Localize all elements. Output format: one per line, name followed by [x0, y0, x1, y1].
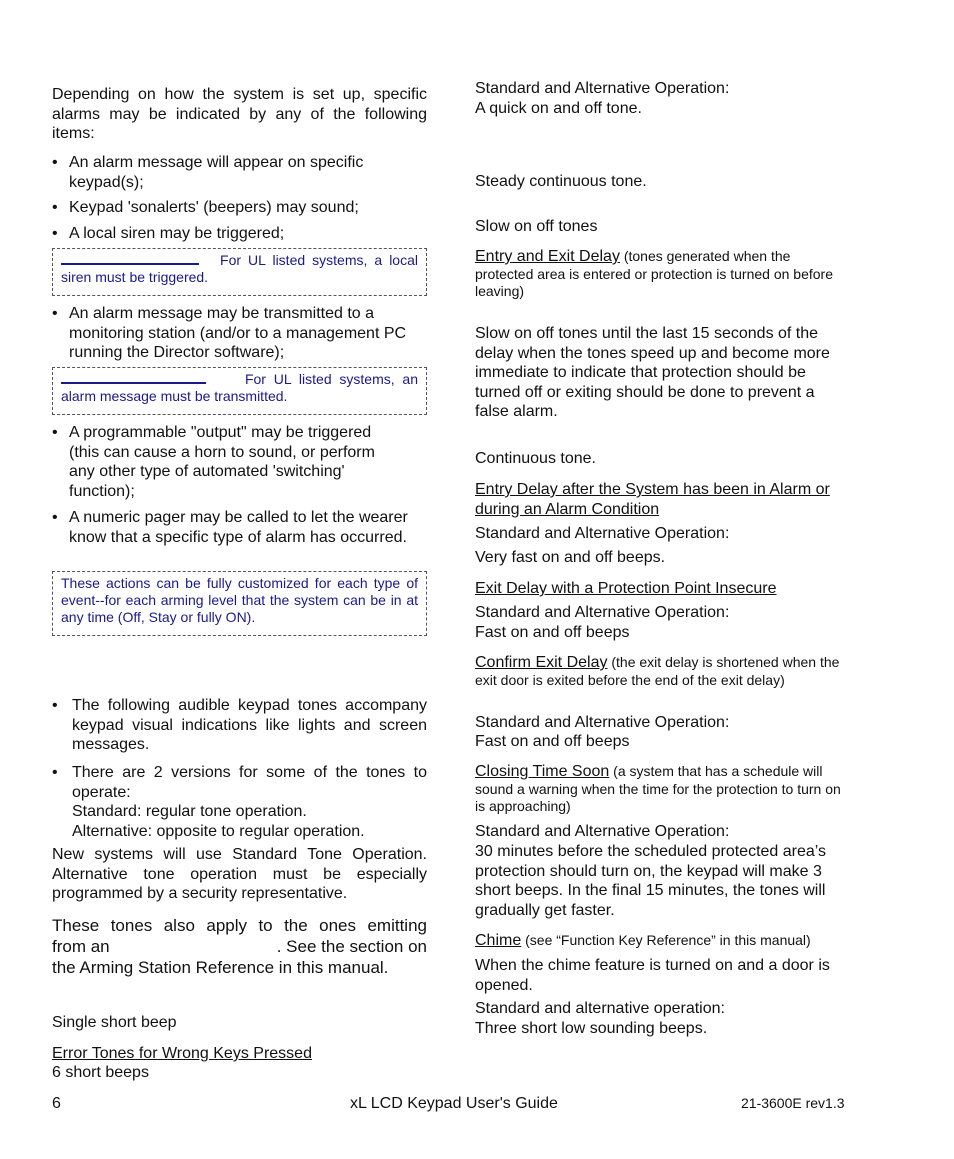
steady-tone-text: Steady continuous tone. [475, 173, 647, 190]
entry-exit-heading-block: Entry and Exit Delay (tones generated when the protected area is entered or protection is turned on before leaving) [475, 248, 833, 299]
bullet-icon: • [52, 424, 58, 441]
bullet-icon: • [52, 697, 58, 714]
operation-text: Fast on and off beeps [475, 733, 630, 750]
operation-text: Fast on and off beeps [475, 624, 630, 641]
closing-time-heading-block: Closing Time Soon (a system that has a schedule will sound a warning when the time for the protection to turn on is approaching) [475, 763, 841, 814]
error-tones-text: 6 short beeps [52, 1064, 149, 1081]
ul-note: For UL listed systems, an alarm message must be transmitted. [52, 367, 427, 415]
apply-paragraph: These tones also apply to the ones emitting from an . See the section on the Arming Station Reference in this manual. [52, 916, 427, 977]
error-tones-heading: Error Tones for Wrong Keys Pressed [52, 1045, 312, 1062]
closing-time-text: 30 minutes before the scheduled protected area’s protection should turn on, the keypad will make 3 short beeps. In the final 15 minutes, the tones will gradually get faster. [475, 843, 827, 919]
bullet-icon: • [52, 509, 58, 526]
confirm-exit-heading-block: Confirm Exit Delay (the exit delay is shortened when the exit door is exited before the end of the exit delay) [475, 654, 840, 688]
list-item: • A programmable "output" may be triggered (this can cause a horn to sound, or perform any other type of automated 'switching' function); [52, 424, 375, 500]
slow-tone-text: Slow on off tones [475, 218, 598, 235]
operation-label: Standard and Alternative Operation: [475, 80, 730, 97]
blank-line [61, 372, 206, 384]
document-id: 21-3600E rev1.3 [741, 1095, 845, 1111]
list-item: • There are 2 versions for some of the tones to operate: Standard: regular tone operation. Alternative: opposite to regular operation. [52, 764, 427, 840]
exit-insecure-heading: Exit Delay with a Protection Point Insecure [475, 580, 777, 597]
operation-label: Standard and Alternative Operation: [475, 525, 730, 542]
single-beep-text: Single short beep [52, 1014, 177, 1031]
ul-note: For UL listed systems, a local siren must be triggered. [52, 248, 427, 296]
entry-exit-text: Slow on off tones until the last 15 seconds of the delay when the tones speed up and become more immediate to indicate that protection should be turned off or exiting should be done to prevent a false alarm. [475, 325, 830, 421]
list-item: • A local siren may be triggered; [52, 225, 285, 242]
list-item: • An alarm message may be transmitted to a monitoring station (and/or to a management PC running the Director software); [52, 305, 407, 362]
operation-label: Standard and alternative operation: [475, 1000, 725, 1017]
list-item: • An alarm message will appear on specific keypad(s); [52, 154, 364, 191]
intro-paragraph: Depending on how the system is set up, specific alarms may be indicated by any of the following items: [52, 86, 427, 143]
operation-text: A quick on and off tone. [475, 100, 642, 117]
bullet-icon: • [52, 154, 58, 171]
footer-title: xL LCD Keypad User's Guide [350, 1095, 558, 1112]
list-item: • The following audible keypad tones accompany keypad visual indications like lights and screen messages. [52, 697, 427, 754]
entry-alarm-heading: Entry Delay after the System has been in Alarm or during an Alarm Condition [475, 481, 830, 518]
operation-label: Standard and Alternative Operation: [475, 714, 730, 731]
operation-label: Standard and Alternative Operation: [475, 823, 730, 840]
customize-note: These actions can be fully customized for each type of event--for each arming level that the system can be in at any time (Off, Stay or fully ON). [52, 571, 427, 636]
operation-text: Very fast on and off beeps. [475, 549, 666, 566]
bullet-icon: • [52, 199, 58, 216]
continuous-tone-text: Continuous tone. [475, 450, 596, 467]
chime-heading-block: Chime (see “Function Key Reference” in this manual) [475, 932, 811, 949]
bullet-icon: • [52, 225, 58, 242]
bullet-icon: • [52, 764, 58, 781]
new-systems-paragraph: New systems will use Standard Tone Operation. Alternative tone operation must be especially programmed by a security representative. [52, 846, 427, 903]
page-number: 6 [52, 1095, 61, 1112]
operation-label: Standard and Alternative Operation: [475, 604, 730, 621]
list-item: • Keypad 'sonalerts' (beepers) may sound; [52, 199, 359, 216]
chime-text: When the chime feature is turned on and a door is opened. [475, 957, 830, 994]
bullet-icon: • [52, 305, 58, 322]
operation-text: Three short low sounding beeps. [475, 1020, 708, 1037]
blank-line [61, 253, 199, 265]
list-item: • A numeric pager may be called to let the wearer know that a specific type of alarm has occurred. [52, 509, 408, 546]
